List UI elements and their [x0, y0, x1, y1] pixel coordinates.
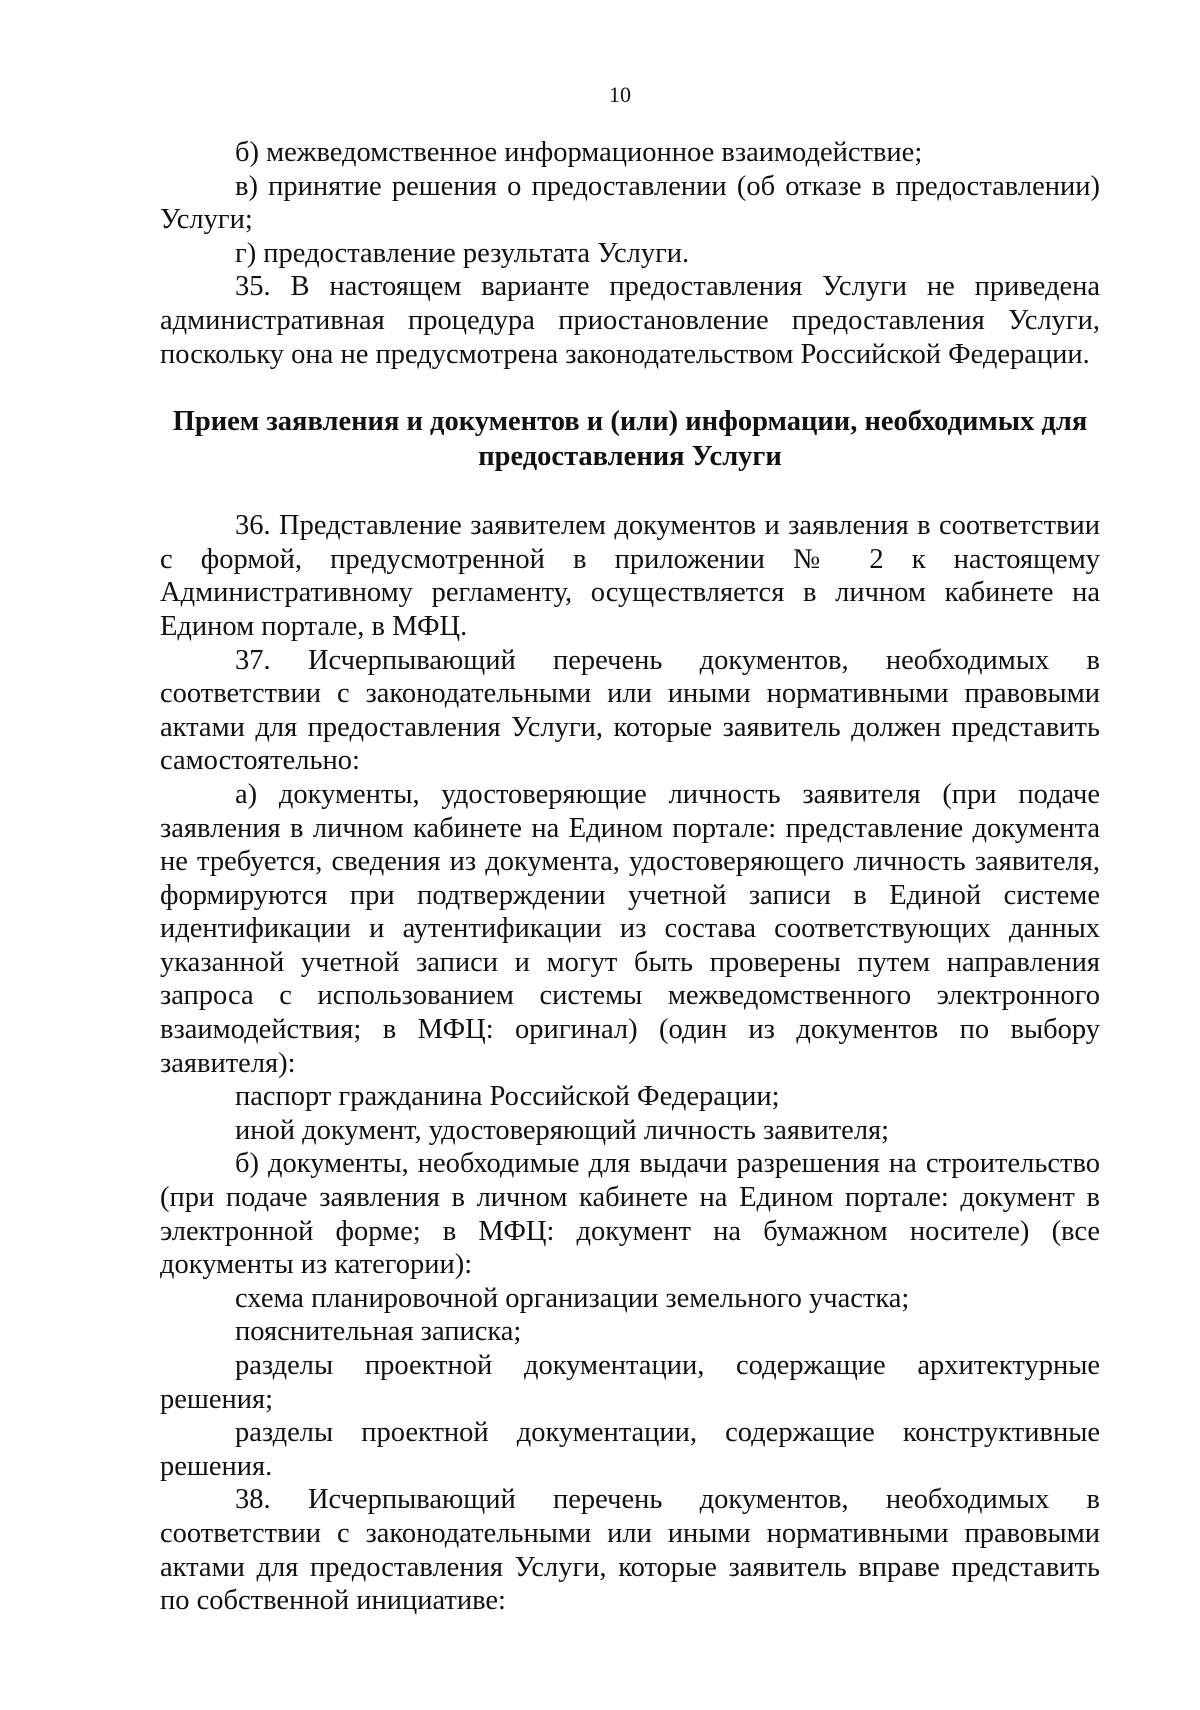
- paragraph-37-a: а) документы, удостоверяющие личность заявителя (при подаче заявления в личном кабинете на Едином портале: представление документа не требуется, сведения из документа, удостоверяющего личность заявителя, формируются при подтверждении учетной записи в Единой системе идентификации и аутентификации из состава соответствующих данных указанной учетной записи и могут быть проверены путем направления запроса с использованием системы межведомственного электронного взаимодействия; в МФЦ: оригинал) (один из документов по выбору заявителя):: [160, 778, 1100, 1079]
- section-heading: [160, 371, 1100, 509]
- paragraph-37-b: б) документы, необходимые для выдачи разрешения на строительство (при подаче заявления в личном кабинете на Едином портале: документ в электронной форме; в МФЦ: документ на бумажном носителе) (все документы из категории):: [160, 1148, 1100, 1281]
- paragraph-v-decision: в) принятие решения о предоставлении (об отказе в предоставлении) Услуги;: [160, 170, 1100, 236]
- list-item-passport: паспорт гражданина Российской Федерации;: [235, 1081, 780, 1113]
- document-body: [160, 136, 1100, 1618]
- list-item-structural-sections: разделы проектной документации, содержащие конструктивные решения.: [160, 1417, 1100, 1482]
- list-item-other-id: иной документ, удостоверяющий личность заявителя;: [235, 1114, 890, 1146]
- list-item-site-plan: схема планировочной организации земельного участка;: [235, 1282, 910, 1314]
- paragraph-37: 37. Исчерпывающий перечень документов, необходимых в соответствии с законодательными или иными нормативными правовыми актами для предоставления Услуги, которые заявитель должен представить самостоятельно:: [160, 644, 1100, 777]
- paragraph-35: 35. В настоящем варианте предоставления Услуги не приведена административная процедура приостановление предоставления Услуги, поскольку она не предусмотрена законодательством Российской Федерации.: [160, 271, 1100, 370]
- page-number: 10: [609, 82, 631, 107]
- list-item-explanatory-note: пояснительная записка;: [235, 1316, 522, 1348]
- list-item-architectural-sections: разделы проектной документации, содержащие архитектурные решения;: [160, 1350, 1100, 1415]
- paragraph-36: 36. Представление заявителем документов и заявления в соответствии с формой, предусмотренной в приложении № 2 к настоящему Административному регламенту, осуществляется в личном кабинете на Едином портале, в МФЦ.: [160, 510, 1100, 642]
- section-heading-line-1: Прием заявления и документов и (или) информации, необходимых для: [172, 406, 1088, 438]
- section-heading-line-2: предоставления Услуги: [478, 441, 782, 473]
- paragraph-38: 38. Исчерпывающий перечень документов, необходимых в соответствии с законодательными или иными нормативными правовыми актами для предоставления Услуги, которые заявитель вправе представить по собственной инициативе:: [160, 1484, 1100, 1617]
- paragraph-g-result: г) предоставление результата Услуги.: [235, 237, 690, 269]
- paragraph-b-interagency: б) межведомственное информационное взаимодействие;: [235, 137, 923, 168]
